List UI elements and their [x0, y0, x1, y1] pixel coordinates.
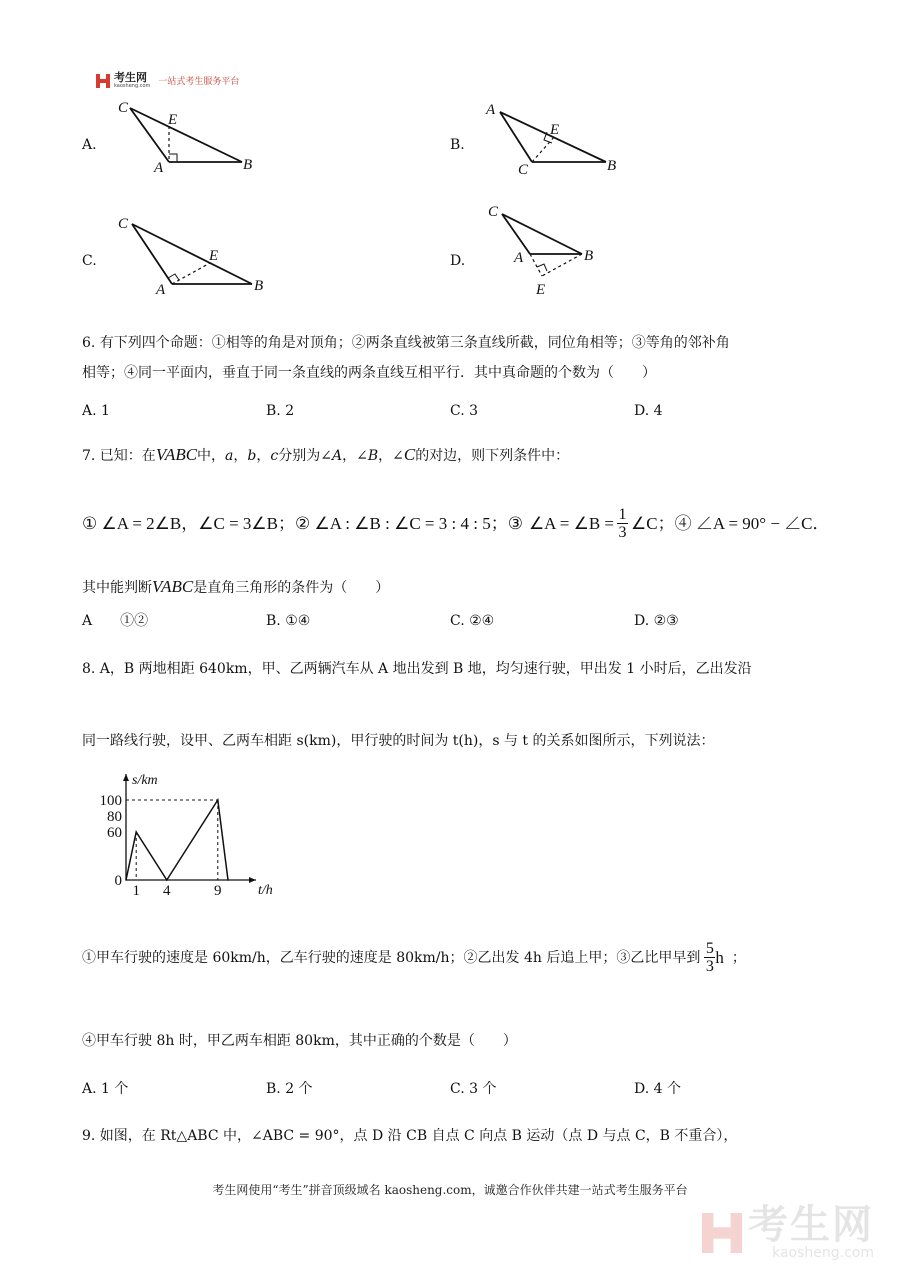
q6-line1: 6. 有下列四个命题：①相等的角是对顶角；②两条直线被第三条直线所截，同位角相等；③等角的邻补角	[82, 335, 730, 351]
q7-sep2: ，	[256, 448, 271, 464]
logo-sub: kaosheng.com	[114, 83, 151, 89]
point-a: A	[156, 282, 166, 298]
point-e: E	[209, 248, 219, 264]
point-b: B	[243, 157, 253, 173]
q7-frac-num: 1	[618, 506, 627, 523]
q6-option-d: D. 4	[634, 403, 663, 419]
q8-frac-den: 3	[705, 958, 714, 975]
point-e: E	[550, 122, 560, 138]
q7-cond3-right: ∠C	[631, 513, 658, 533]
point-a: A	[486, 102, 496, 118]
q8-statement-1: ①甲车行驶的速度是 60km/h，乙车行驶的速度是 80km/h；②乙出发 4h 后追上甲；③乙比甲早到	[82, 949, 701, 966]
y-axis-label: s/km	[132, 773, 158, 788]
q7-sep3: 分别为∠	[278, 448, 332, 464]
q7-stem	[82, 444, 569, 467]
header-logo	[96, 72, 239, 89]
watermark-sub: kaosheng.com	[772, 1245, 874, 1261]
q8-frac-unit: h	[715, 947, 724, 967]
q8-frac-num: 5	[705, 940, 714, 957]
logo-name: 考生网	[114, 71, 147, 84]
q7-angle-b: B	[367, 448, 379, 464]
q7-sep1: ，	[233, 448, 248, 464]
x-axis-arrow	[249, 877, 256, 883]
figure-option-c	[112, 206, 282, 298]
point-b: B	[584, 248, 594, 264]
q7-angle-a: A	[331, 448, 343, 464]
q8-line1: 8. A，B 两地相距 640km，甲、乙两辆汽车从 A 地出发到 B 地，均匀速行驶，甲出发 1 小时后，乙出发沿	[82, 661, 752, 677]
q7-judge-prefix: 其中能判断	[82, 580, 152, 596]
q7-option-c: C. ②④	[450, 613, 495, 629]
x-tick-label: 1	[132, 883, 140, 898]
figure-option-a-label: A.	[82, 137, 97, 153]
watermark-logo-icon	[702, 1213, 742, 1253]
q7-judge	[82, 576, 389, 599]
q7-judge-triangle: VABC	[152, 577, 194, 596]
data-point	[217, 799, 219, 801]
q7-angle-c: C	[403, 445, 416, 464]
q6-option-c: C. 3	[450, 403, 479, 419]
figure-option-d-label: D.	[450, 253, 466, 269]
logo-icon	[96, 74, 110, 88]
q7-cond4: ；④ ∠A = 90° − ∠C．	[657, 513, 830, 533]
q8-distance-time-chart	[84, 768, 294, 898]
figure-option-a	[112, 96, 272, 180]
figure-option-c-label: C.	[82, 253, 97, 269]
q7-option-b: B. ①④	[266, 613, 311, 629]
y-tick-label: 100	[99, 793, 122, 809]
point-b: B	[254, 278, 264, 294]
data-point	[166, 879, 168, 881]
q7-option-a: A ①②	[82, 613, 149, 629]
point-e: E	[168, 112, 178, 128]
q7-b: b	[247, 448, 257, 464]
q7-a: a	[225, 448, 234, 464]
q7-stem-suffix: 的对边，则下列条件中：	[415, 448, 570, 464]
q8-fraction	[704, 940, 715, 975]
q7-judge-suffix: 是直角三角形的条件为（ ）	[193, 580, 390, 596]
question-6	[82, 332, 842, 384]
q8-line2: 同一路线行驶，设甲、乙两车相距 s(km)，甲行驶的时间为 t(h)，s 与 t 的关系如图所示，下列说法：	[82, 733, 715, 749]
figure-option-b	[480, 96, 640, 180]
q8-option-d: D. 4 个	[634, 1081, 681, 1097]
point-a: A	[154, 160, 164, 176]
y-axis-arrow	[123, 774, 129, 781]
y-tick-label: 60	[107, 825, 122, 841]
q7-stem-mid: 中，	[197, 448, 226, 464]
y-tick-label: 80	[107, 809, 122, 825]
q6-option-b: B. 2	[266, 403, 295, 419]
footer-watermark	[702, 1202, 874, 1261]
q7-triangle: VABC	[155, 445, 198, 464]
q8-option-a: A. 1 个	[82, 1081, 129, 1097]
q7-c: c	[270, 448, 279, 464]
point-c: C	[118, 100, 129, 116]
q7-sep4: ，∠	[342, 448, 368, 464]
watermark-text	[748, 1202, 874, 1261]
point-c: C	[118, 216, 129, 232]
q7-cond3-left: ∠A = ∠B =	[528, 513, 615, 533]
point-e: E	[536, 282, 546, 298]
q8-statement-4: ④甲车行驶 8h 时，甲乙两车相距 80km，其中正确的个数是（ ）	[82, 1033, 517, 1049]
q7-sep5: ，∠	[378, 448, 404, 464]
q8-option-c: C. 3 个	[450, 1081, 497, 1097]
y-tick-label: 0	[114, 873, 122, 889]
point-c: C	[518, 162, 529, 178]
figure-option-d	[480, 198, 640, 298]
q6-option-a: A. 1	[82, 403, 110, 419]
logo-text	[114, 72, 150, 89]
logo-slogan: 一站式考生服务平台	[158, 77, 240, 87]
point-c: C	[488, 204, 499, 220]
q7-fraction	[617, 506, 628, 541]
footer-text: 考生网使用“考生”拼音顶级域名 kaosheng.com，诚邀合作伙伴共建一站式考生服务平台	[212, 1183, 688, 1197]
point-b: B	[607, 158, 617, 174]
data-point	[135, 831, 137, 833]
q7-stem-prefix: 7. 已知：在	[82, 448, 156, 464]
q6-line2: 相等；④同一平面内，垂直于同一条直线的两条直线互相平行．其中真命题的个数为（ ）	[82, 365, 656, 381]
series-line	[126, 800, 228, 880]
q9-line1: 9. 如图，在 Rt△ABC 中，∠ABC = 90°，点 D 沿 CB 自点 C 向点 B 运动（点 D 与点 C，B 不重合），	[82, 1128, 738, 1144]
figure-option-b-label: B.	[450, 137, 465, 153]
data-point	[125, 879, 127, 881]
point-a: A	[514, 250, 524, 266]
watermark-name: 考生网	[748, 1202, 874, 1248]
q8-option-b: B. 2 个	[266, 1081, 313, 1097]
q7-option-d: D. ②③	[634, 613, 679, 629]
q7-conditions	[82, 506, 830, 541]
q7-frac-den: 3	[618, 524, 627, 541]
x-axis-label: t/h	[258, 883, 273, 898]
data-point	[227, 879, 229, 881]
q7-cond1: ① ∠A = 2∠B，∠C = 3∠B；② ∠A : ∠B : ∠C = 3 : 4 : 5；③	[82, 513, 523, 533]
x-tick-label: 9	[214, 883, 222, 898]
x-tick-label: 4	[163, 883, 171, 898]
q8-statement-end: ；	[731, 949, 746, 966]
q8-statements-1	[82, 940, 746, 975]
